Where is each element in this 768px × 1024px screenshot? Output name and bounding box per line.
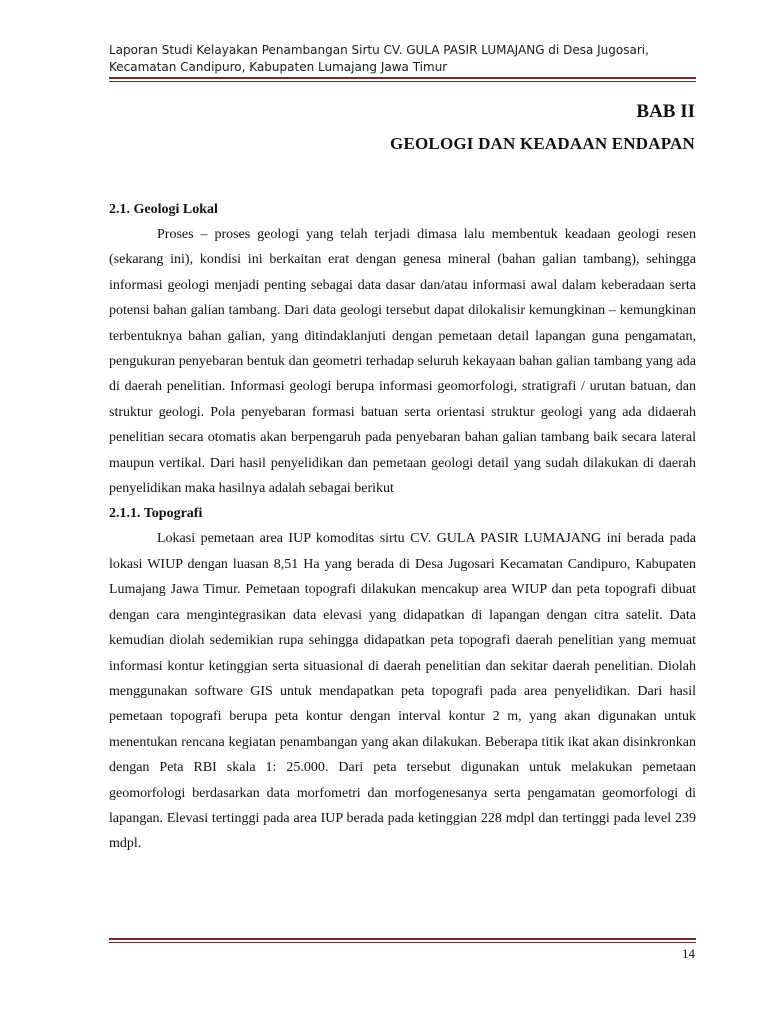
page-number: 14 bbox=[682, 946, 695, 961]
header-divider bbox=[109, 77, 696, 82]
chapter-title: GEOLOGI DAN KEADAAN ENDAPAN bbox=[390, 134, 695, 153]
section-heading-geologi-lokal: 2.1. Geologi Lokal bbox=[109, 202, 218, 217]
running-header-line-1: Laporan Studi Kelayakan Penambangan Sirtu CV. GULA PASIR LUMAJANG di Desa Jugosari, bbox=[109, 43, 649, 57]
document-body bbox=[109, 197, 696, 857]
paragraph-topografi: Lokasi pemetaan area IUP komoditas sirtu CV. GULA PASIR LUMAJANG ini berada pada lokasi WIUP dengan luasan 8,51 Ha yang berada di Desa Jugosari Kecamatan Candipuro, Kabupaten Lumajang Jawa Timur. Pemetaan topografi dilakukan mencakup area WIUP dan peta topografi dibuat dengan cara mengintegrasikan data elevasi yang didapatkan di lapangan dengan citra satelit. Data kemudian diolah sedemikian rupa sehingga didapatkan peta topografi daerah penelitian yang memuat informasi kontur ketinggian serta situasional di daerah penelitian dan sekitar daerah penelitian. Diolah menggunakan software GIS untuk mendapatkan peta topografi pada area penyelidikan. Dari hasil pemetaan topografi berupa peta kontur dengan interval kontur 2 m, yang akan digunakan untuk menentukan rencana kegiatan penambangan yang akan dilakukan. Beberapa titik ikat akan disinkronkan dengan Peta RBI skala 1: 25.000. Dari peta tersebut digunakan untuk melakukan pemetaan geomorfologi berdasarkan data morfometri dan morfogenesanya serta pengamatan geomorfologi di lapangan. Elevasi tertinggi pada area IUP berada pada ketinggian 228 mdpl dan tertinggi pada level 239 mdpl. bbox=[109, 531, 696, 852]
paragraph-geologi-lokal: Proses – proses geologi yang telah terjadi dimasa lalu membentuk keadaan geologi resen (sekarang ini), kondisi ini berkaitan erat dengan genesa mineral (bahan galian tambang), sehingga informasi geologi menjadi penting sebagai data dasar dan/atau informasi awal dalam keberadaan serta potensi bahan galian tambang. Dari data geologi tersebut dapat dilokalisir kemungkinan – kemungkinan terbentuknya bahan galian, yang ditindaklanjuti dengan pemetaan detail lapangan guna pengamatan, pengukuran penyebaran bentuk dan geometri terhadap seluruh kekayaan bahan galian tambang yang ada di daerah penelitian. Informasi geologi berupa informasi geomorfologi, stratigrafi / urutan batuan, dan struktur geologi. Pola penyebaran formasi batuan serta orientasi struktur geologi yang ada didaerah penelitian secara otomatis akan berpengaruh pada penyebaran bahan galian tambang baik secara lateral maupun vertikal. Dari hasil penyelidikan dan pemetaan geologi detail yang sudah dilakukan di daerah penyelidikan maka hasilnya adalah sebagai berikut bbox=[109, 227, 696, 497]
running-header-line-2: Kecamatan Candipuro, Kabupaten Lumajang Jawa Timur bbox=[109, 60, 448, 74]
chapter-number: BAB II bbox=[636, 101, 695, 122]
footer-divider bbox=[109, 938, 696, 943]
section-heading-topografi: 2.1.1. Topografi bbox=[109, 506, 203, 522]
running-header bbox=[109, 42, 709, 76]
